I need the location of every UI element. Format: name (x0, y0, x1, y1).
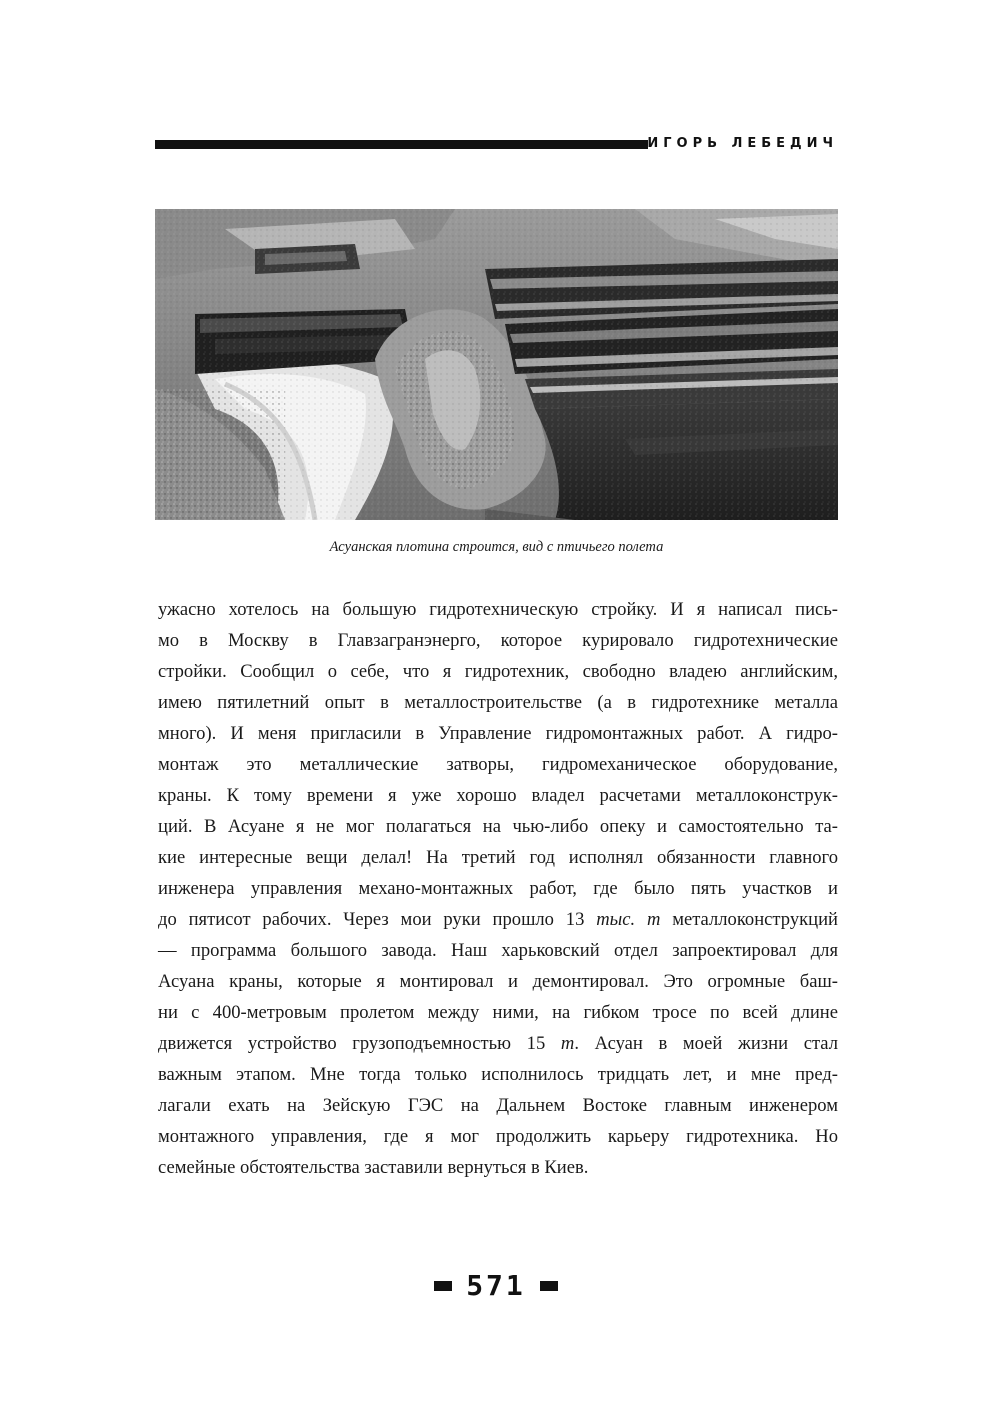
header-rule (155, 140, 648, 149)
body-line-18: монтажного управления, где я мог продолжить карьеру гидротехника. Но (158, 1126, 838, 1147)
body-line-11 (158, 904, 838, 935)
body-paragraph (158, 594, 838, 1183)
body-line-12: — программа большого завода. Наш харьковский отдел запроектировал для (158, 940, 838, 961)
body-line-10: инженера управления механо-монтажных работ, где было пять участков и (158, 878, 838, 899)
body-line-3: стройки. Сообщил о себе, что я гидротехник, свободно владею английским, (158, 661, 838, 682)
body-line-14: ни с 400-метровым пролетом между ними, на гибком тросе по всей длине (158, 1002, 838, 1023)
body-line-15 (158, 1028, 838, 1059)
body-line-11-a: до пятисот рабочих. Через мои руки прошло 13 (158, 909, 597, 930)
body-line-8: ций. В Асуане я не мог полагаться на чью-либо опеку и самостоятельно та- (158, 816, 838, 837)
figure-caption: Асуанская плотина строится, вид с птичьего полета (329, 539, 664, 555)
folio-right-block (540, 1281, 558, 1291)
body-line-15-italic: т (560, 1033, 575, 1054)
body-line-2: мо в Москву в Главзагранэнерго, которое курировало гидротехнические (158, 630, 838, 651)
body-line-16: важным этапом. Мне тогда только исполнилось тридцать лет, и мне пред- (158, 1064, 838, 1085)
body-line-11-italic: тыс. т (596, 909, 661, 930)
body-line-5: много). И меня пригласили в Управление гидромонтажных работ. А гидро- (158, 723, 838, 744)
body-line-4: имею пятилетний опыт в металлостроительстве (а в гидротехнике металла (158, 692, 838, 713)
running-header (155, 134, 838, 156)
body-line-11-b: металлоконструкций (660, 909, 839, 930)
body-line-7: краны. К тому времени я уже хорошо владел расчетами металлоконструк- (158, 785, 838, 806)
aerial-photo-drawing (155, 209, 838, 520)
body-line-15-b: . Асуан в моей жизни стал (574, 1033, 838, 1054)
page-number: 571 (466, 1269, 526, 1302)
page-footer (0, 1268, 992, 1304)
folio-left-block (434, 1281, 452, 1291)
aerial-photo (155, 209, 838, 520)
body-line-9: кие интересные вещи делал! На третий год исполнял обязанности главного (158, 847, 838, 868)
header-author: ИГОРЬ ЛЕБЕДИЧ (647, 136, 838, 151)
body-line-13: Асуана краны, которые я монтировал и демонтировал. Это огромные баш- (158, 971, 838, 992)
body-line-17: лагали ехать на Зейскую ГЭС на Дальнем Востоке главным инженером (158, 1095, 838, 1116)
body-line-15-a: движется устройство грузоподъемностью 15 (158, 1033, 561, 1054)
body-line-6: монтаж это металлические затворы, гидромеханическое оборудование, (158, 754, 838, 775)
body-line-19: семейные обстоятельства заставили вернуться в Киев. (158, 1157, 589, 1178)
body-line-1: ужасно хотелось на большую гидротехническую стройку. И я написал пись- (158, 599, 838, 620)
